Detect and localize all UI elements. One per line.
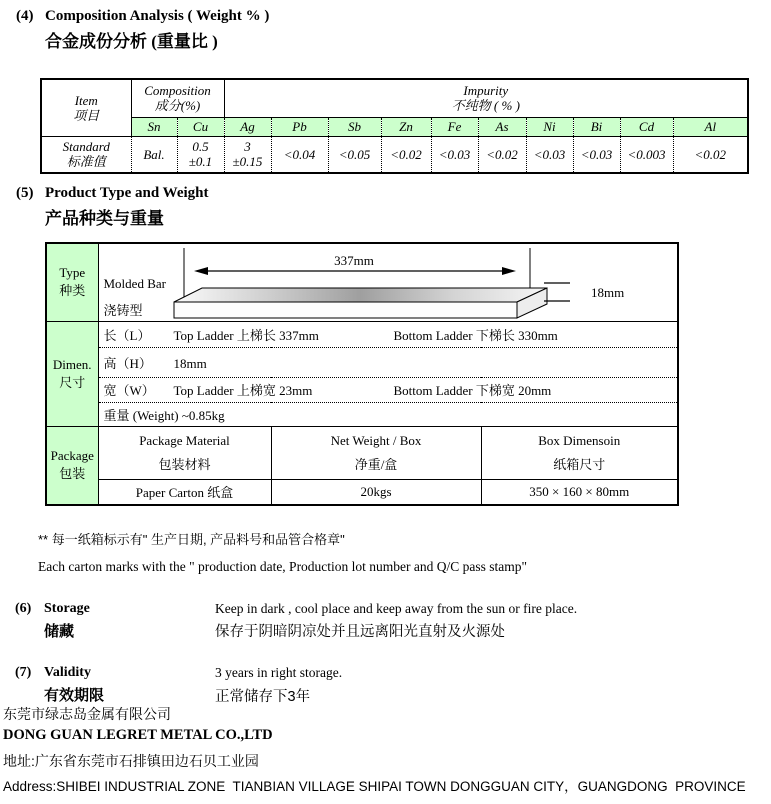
element-header-zn: Zn <box>381 117 431 136</box>
company-name-zh: 东莞市绿志岛金属有限公司 <box>3 706 171 722</box>
company-name-en: DONG GUAN LEGRET METAL CO.,LTD <box>3 727 273 743</box>
element-header-sb: Sb <box>328 117 381 136</box>
value-cell-cu <box>177 136 224 173</box>
section4-title-en: Composition Analysis ( Weight % ) <box>45 8 270 24</box>
package-label-cell <box>46 426 98 505</box>
storage-label-en: Storage <box>44 601 90 616</box>
type-name-en: Molded Bar <box>103 276 166 291</box>
package-material-header-zh: 包装材料 <box>158 456 211 472</box>
dim-length-top: Top Ladder 上梯长 337mm <box>173 327 319 343</box>
dim-length-bottom: Bottom Ladder 下梯长 330mm <box>393 327 558 343</box>
value-cu: 0.5 <box>192 139 209 155</box>
dim-weight-label: 重量 (Weight) ~0.85kg <box>103 407 225 423</box>
dimension-row-height <box>98 347 678 377</box>
package-material-value: Paper Carton 纸盒 <box>98 479 271 505</box>
composition-header-zh: 成分(%) <box>154 98 201 114</box>
storage-desc-en: Keep in dark , cool place and keep away from the sun or fire place. <box>215 601 578 616</box>
carton-note-zh: ** 每一纸箱标示有" 生产日期, 产品料号和品管合格章" <box>38 532 345 547</box>
storage-desc-zh: 保存于阴暗阴凉处并且远离阳光直射及火源处 <box>215 624 505 640</box>
section7-number: (7) <box>15 665 32 680</box>
value-cell-bi <box>573 136 620 173</box>
element-header-al: Al <box>673 117 748 136</box>
value-ag: 3 <box>244 139 251 155</box>
section4-number: (4) <box>16 8 34 24</box>
storage-label-zh: 储藏 <box>44 623 75 640</box>
box-dimension-header-en: Box Dimensoin <box>538 432 621 448</box>
box-dimension-header-zh: 纸箱尺寸 <box>553 456 606 472</box>
standard-label-zh: 标准值 <box>66 154 106 170</box>
value-cell-zn <box>381 136 431 173</box>
element-header-pb: Pb <box>271 117 328 136</box>
value-cd: <0.003 <box>627 146 666 162</box>
box-dimension-value: 350 × 160 × 80mm <box>529 483 630 499</box>
item-header-en: Item <box>74 92 98 108</box>
bar-top-face <box>174 288 547 302</box>
dimension-label-en: Dimen. <box>52 356 92 372</box>
dimension-row-length <box>98 321 678 347</box>
validity-desc-en: 3 years in right storage. <box>215 665 343 680</box>
package-material-header-en: Package Material <box>139 432 230 448</box>
value-ni: <0.03 <box>533 146 566 162</box>
arrowhead-left <box>194 267 208 275</box>
value-cu-2: ±0.1 <box>188 154 213 170</box>
value-bi: <0.03 <box>580 146 613 162</box>
type-name-zh: 浇铸型 <box>103 303 143 318</box>
section5-title-en: Product Type and Weight <box>45 185 209 201</box>
net-weight-value: 20kgs <box>271 479 481 505</box>
product-table <box>45 242 679 506</box>
value-ag-2: ±0.15 <box>232 154 263 170</box>
type-label-en: Type <box>59 265 86 281</box>
element-header-cd: Cd <box>620 117 673 136</box>
address-zh: 地址:广东省东莞市石排镇田边石贝工业园 <box>3 753 259 769</box>
value-sn: Bal. <box>143 146 165 162</box>
bar-thickness-label: 18mm <box>590 285 624 300</box>
dimension-label-zh: 尺寸 <box>59 374 86 390</box>
dimension-row-weight <box>98 402 678 426</box>
package-label-zh: 包装 <box>59 466 86 482</box>
element-header-as: As <box>478 117 526 136</box>
value-cell-ag <box>224 136 271 173</box>
type-label-cell <box>46 243 98 321</box>
net-weight-header-zh: 净重/盒 <box>354 456 398 472</box>
value-cell-pb <box>271 136 328 173</box>
dim-width-label: 宽（W） <box>103 383 155 398</box>
element-header-ag: Ag <box>224 117 271 136</box>
value-cell-cd <box>620 136 673 173</box>
value-pb: <0.04 <box>283 146 316 162</box>
section5-number: (5) <box>16 185 34 201</box>
value-cell-al <box>673 136 748 173</box>
molded-bar-diagram <box>154 246 674 320</box>
arrowhead-right <box>502 267 516 275</box>
dimension-row-width <box>98 377 678 402</box>
value-al: <0.02 <box>694 146 727 162</box>
item-header-zh: 项目 <box>73 107 100 123</box>
composition-table <box>40 78 749 174</box>
package-label-en: Package <box>50 448 94 464</box>
address-en: Address:SHIBEI INDUSTRIAL ZONE TIANBIAN VILLAGE SHIPAI TOWN DONGGUAN CITY，GUANGDONG PROVINCE <box>3 779 746 794</box>
value-cell-fe <box>431 136 478 173</box>
validity-label-en: Validity <box>44 665 91 680</box>
type-content-cell <box>98 243 678 321</box>
value-cell-sn <box>131 136 177 173</box>
net-weight-header <box>271 426 481 479</box>
impurity-header-en: Impurity <box>463 83 509 99</box>
net-weight-header-en: Net Weight / Box <box>330 432 422 448</box>
impurity-header-cell <box>224 79 748 117</box>
type-label-zh: 种类 <box>59 283 86 299</box>
element-header-bi: Bi <box>573 117 620 136</box>
element-header-cu: Cu <box>177 117 224 136</box>
validity-label-zh: 有效期限 <box>44 687 105 704</box>
section6-number: (6) <box>15 601 32 616</box>
value-zn: <0.02 <box>390 146 422 162</box>
package-material-header <box>98 426 271 479</box>
section4-title-zh: 合金成份分析 (重量比 ) <box>45 32 218 51</box>
standard-label-en: Standard <box>62 139 110 155</box>
value-fe: <0.03 <box>438 146 471 162</box>
dim-height-value: 18mm <box>173 355 207 371</box>
composition-header-en: Composition <box>144 83 211 99</box>
dim-height-label: 高（H） <box>103 355 152 371</box>
dim-length-label: 长（L） <box>103 327 151 343</box>
composition-header-cell <box>131 79 224 117</box>
bar-front-face <box>174 302 517 318</box>
value-cell-ni <box>526 136 573 173</box>
value-as: <0.02 <box>486 146 518 162</box>
dimension-label-cell <box>46 321 98 426</box>
validity-desc-zh: 正常储存下3年 <box>215 689 311 705</box>
carton-note-en: Each carton marks with the " production date, Production lot number and Q/C pass stamp" <box>38 559 528 574</box>
value-cell-sb <box>328 136 381 173</box>
dim-width-bottom: Bottom Ladder 下梯宽 20mm <box>393 383 552 398</box>
value-cell-as <box>478 136 526 173</box>
item-header-cell <box>41 79 131 136</box>
standard-label-cell <box>41 136 131 173</box>
value-sb: <0.05 <box>338 146 371 162</box>
element-header-fe: Fe <box>431 117 478 136</box>
section5-title-zh: 产品种类与重量 <box>45 209 164 228</box>
impurity-header-zh: 不纯物 ( % ) <box>451 98 520 114</box>
element-header-sn: Sn <box>131 117 177 136</box>
box-dimension-header <box>481 426 678 479</box>
dim-width-top: Top Ladder 上梯宽 23mm <box>173 383 313 398</box>
bar-length-label: 337mm <box>333 253 374 268</box>
element-header-ni: Ni <box>526 117 573 136</box>
